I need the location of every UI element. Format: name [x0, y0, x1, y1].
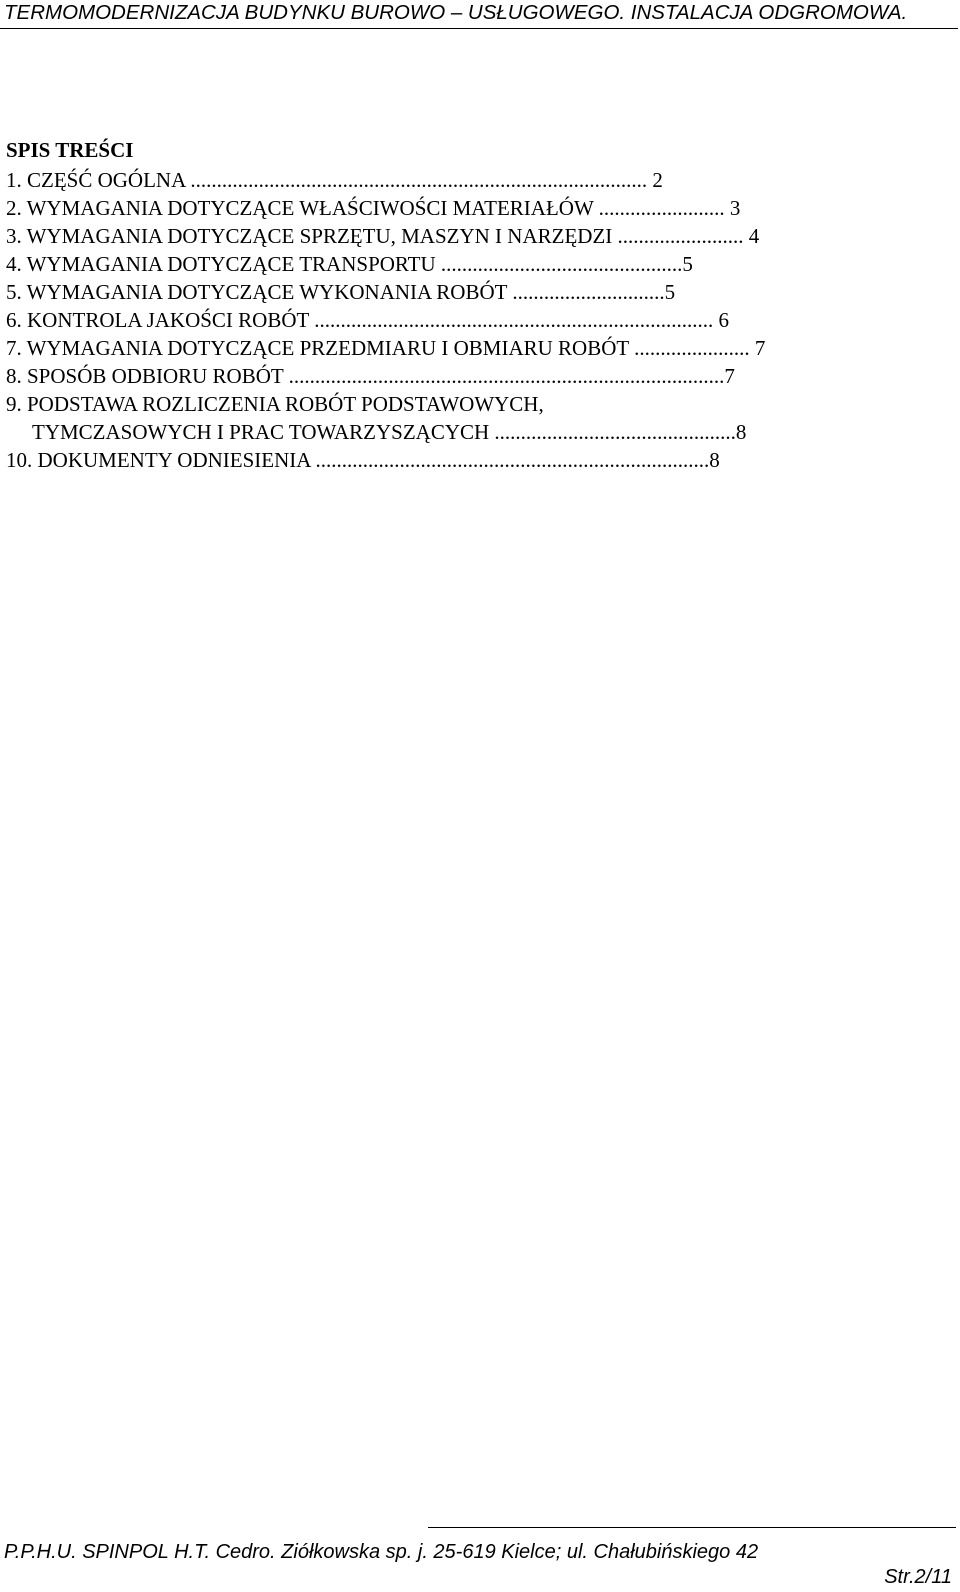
toc-entry: 6. KONTROLA JAKOŚCI ROBÓT ............................................................................ 6	[6, 308, 729, 332]
page-number: Str.2/11	[884, 1566, 952, 1588]
toc-entry: 9. PODSTAWA ROZLICZENIA ROBÓT PODSTAWOWYCH,	[6, 392, 544, 416]
toc-entry: 7. WYMAGANIA DOTYCZĄCE PRZEDMIARU I OBMIARU ROBÓT ...................... 7	[6, 336, 766, 360]
header-title: TERMOMODERNIZACJA BUDYNKU BUROWO – USŁUGOWEGO. INSTALACJA ODGROMOWA.	[4, 1, 908, 24]
toc-entry: 8. SPOSÓB ODBIORU ROBÓT ...................................................................................7	[6, 364, 735, 388]
toc-entry: 10. DOKUMENTY ODNIESIENIA ...........................................................................8	[6, 448, 720, 472]
toc-entry: 5. WYMAGANIA DOTYCZĄCE WYKONANIA ROBÓT .............................5	[6, 280, 676, 304]
table-of-contents	[6, 134, 936, 474]
toc-entry: 4. WYMAGANIA DOTYCZĄCE TRANSPORTU ..............................................5	[6, 252, 693, 276]
toc-heading: SPIS TREŚCI	[6, 138, 134, 162]
toc-entry: 1. CZĘŚĆ OGÓLNA ....................................................................................... 2	[6, 168, 663, 192]
page-header	[0, 0, 958, 29]
footer-divider	[428, 1527, 956, 1528]
toc-entry: 3. WYMAGANIA DOTYCZĄCE SPRZĘTU, MASZYN I NARZĘDZI ........................ 4	[6, 224, 760, 248]
toc-entry: 2. WYMAGANIA DOTYCZĄCE WŁAŚCIWOŚCI MATERIAŁÓW ........................ 3	[6, 196, 741, 220]
toc-entry-continuation: TYMCZASOWYCH I PRAC TOWARZYSZĄCYCH ..............................................8	[32, 420, 747, 444]
footer-address: P.P.H.U. SPINPOL H.T. Cedro. Ziółkowska sp. j. 25-619 Kielce; ul. Chałubińskiego 42	[4, 1541, 759, 1563]
